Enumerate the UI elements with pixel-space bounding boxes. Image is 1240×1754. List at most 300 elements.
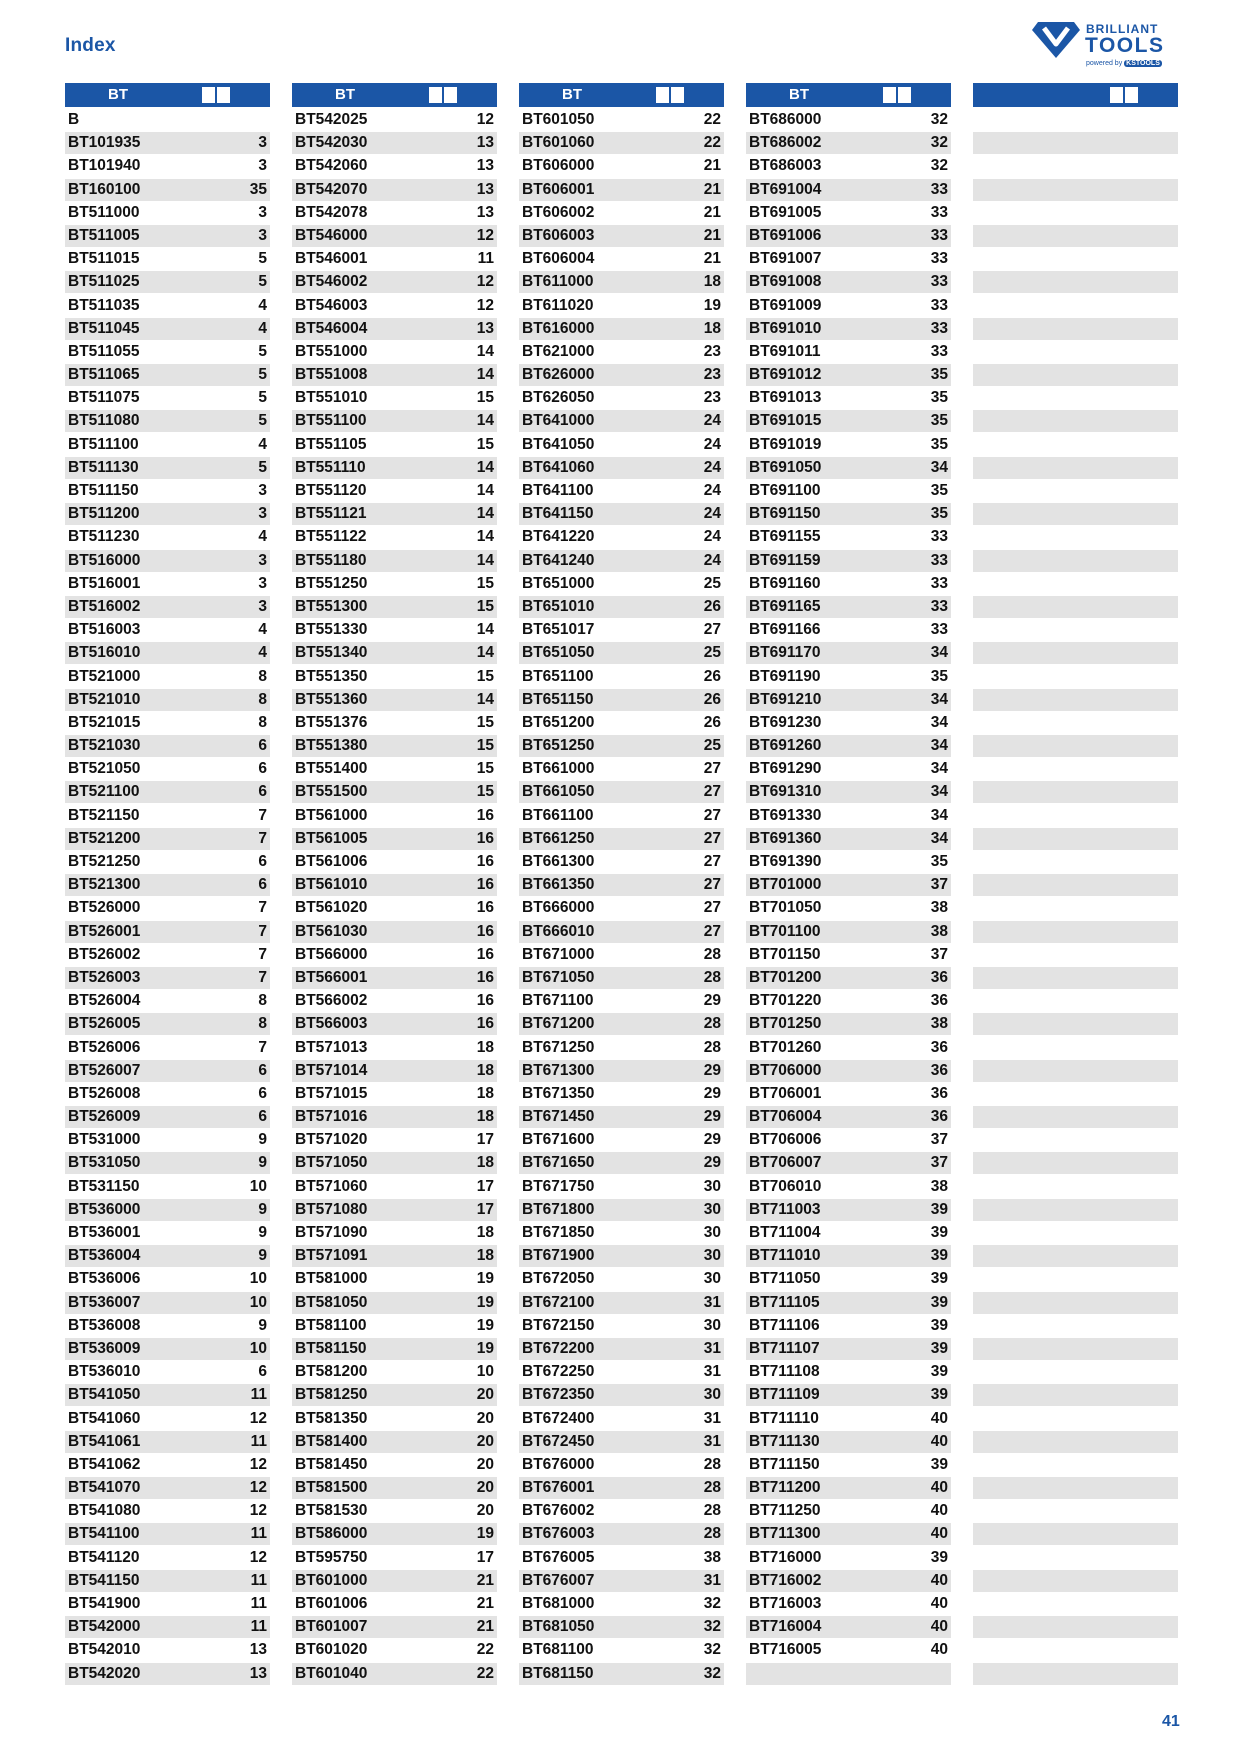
table-row <box>292 457 497 479</box>
table-row <box>292 434 497 456</box>
table-row <box>65 1593 270 1615</box>
page-reference: 31 <box>703 1293 721 1311</box>
article-number: BT541100 <box>68 1525 140 1543</box>
table-row <box>973 132 1178 154</box>
article-number: BT551380 <box>295 737 368 755</box>
table-row <box>65 1477 270 1499</box>
table-row <box>65 295 270 317</box>
table-row <box>746 897 951 919</box>
page-reference: 39 <box>930 1386 948 1404</box>
article-number: BT541070 <box>68 1479 141 1497</box>
table-row <box>973 248 1178 270</box>
page-reference: 16 <box>476 876 494 894</box>
table-row <box>65 1523 270 1545</box>
article-number: BT676007 <box>522 1571 595 1589</box>
table-row <box>292 851 497 873</box>
page-reference: 13 <box>476 180 494 198</box>
page-reference: 12 <box>249 1479 267 1497</box>
table-row <box>519 1060 724 1082</box>
article-number: BT571016 <box>295 1108 368 1126</box>
article-number: BT711004 <box>749 1224 821 1241</box>
table-row <box>65 689 270 711</box>
article-number: BT521200 <box>68 829 141 847</box>
table-row <box>65 1060 270 1082</box>
article-number: BT706007 <box>749 1154 822 1172</box>
column-header-label: BT <box>108 86 128 103</box>
table-row <box>746 805 951 827</box>
table-row <box>292 897 497 919</box>
article-number: BT531050 <box>68 1154 141 1172</box>
page-reference: 18 <box>476 1084 494 1102</box>
table-row <box>973 1338 1178 1360</box>
page-reference: 14 <box>476 458 494 476</box>
page-reference: 12 <box>476 226 494 244</box>
article-number: BT526000 <box>68 899 141 917</box>
page-reference: 31 <box>703 1363 721 1381</box>
article-number: BT541080 <box>68 1502 141 1520</box>
article-number: BT671250 <box>522 1038 595 1056</box>
page-reference: 13 <box>476 157 494 175</box>
table-row <box>65 897 270 919</box>
page-reference: 16 <box>476 899 494 917</box>
article-number: BT511230 <box>68 528 140 546</box>
article-number: BT671650 <box>522 1154 595 1172</box>
page-reference: 6 <box>258 783 267 801</box>
table-row <box>519 1013 724 1035</box>
article-number: BT536009 <box>68 1339 141 1357</box>
table-row <box>973 1663 1178 1685</box>
table-row <box>292 1129 497 1151</box>
page-reference: 8 <box>258 713 267 731</box>
article-number: BT711110 <box>749 1409 819 1427</box>
page-title: Index <box>65 35 116 56</box>
page-reference: 6 <box>258 853 267 870</box>
page-reference: 26 <box>703 690 721 708</box>
table-row <box>519 526 724 548</box>
page-reference: 24 <box>703 458 721 476</box>
article-number: BT606001 <box>522 180 595 198</box>
article-number: BT606003 <box>522 226 595 244</box>
article-number: BT706001 <box>749 1084 822 1102</box>
index-column-1 <box>65 83 270 1686</box>
table-row <box>519 735 724 757</box>
table-row <box>746 1152 951 1174</box>
article-number: BT672250 <box>522 1363 595 1381</box>
table-row <box>746 1268 951 1290</box>
article-number: BT551105 <box>295 435 367 453</box>
article-number: BT691159 <box>749 551 821 569</box>
article-number: BT531000 <box>68 1131 141 1149</box>
article-number: BT641000 <box>522 412 595 430</box>
page-reference: 5 <box>258 342 267 360</box>
table-row <box>519 1384 724 1406</box>
table-row <box>973 1616 1178 1638</box>
table-row <box>973 642 1178 664</box>
page-reference: 27 <box>703 760 721 778</box>
page-reference: 39 <box>930 1270 948 1288</box>
table-row <box>746 1384 951 1406</box>
table-row <box>65 1083 270 1105</box>
table-row <box>292 1037 497 1059</box>
table-row <box>746 1547 951 1569</box>
table-row <box>519 341 724 363</box>
table-row <box>65 225 270 247</box>
page-reference: 14 <box>476 528 494 546</box>
table-row <box>292 1222 497 1244</box>
page-reference: 25 <box>703 737 721 755</box>
table-row <box>65 642 270 664</box>
article-number: BT542078 <box>295 203 368 221</box>
table-row <box>746 1315 951 1337</box>
page-reference: 24 <box>703 551 721 569</box>
article-number: BT511035 <box>68 296 140 314</box>
table-row <box>519 202 724 224</box>
page-reference: 36 <box>930 1084 948 1102</box>
column-header <box>65 83 270 107</box>
table-row <box>746 1500 951 1522</box>
article-number: BT691011 <box>749 342 821 360</box>
table-row <box>292 503 497 525</box>
article-number: BT651150 <box>522 690 594 708</box>
page-reference: 5 <box>258 389 267 407</box>
table-row <box>292 1547 497 1569</box>
page-reference: 24 <box>703 528 721 546</box>
table-row <box>746 1616 951 1638</box>
page-reference: 33 <box>930 203 948 221</box>
page-reference: 19 <box>476 1270 494 1288</box>
page-reference: 40 <box>930 1409 948 1427</box>
table-row <box>519 434 724 456</box>
article-number: BT691166 <box>749 621 821 639</box>
table-row <box>65 781 270 803</box>
article-number: BT626000 <box>522 366 595 384</box>
article-number: BT571014 <box>295 1061 368 1079</box>
article-number: BT651017 <box>522 621 595 639</box>
table-row <box>973 1500 1178 1522</box>
article-number: BT671900 <box>522 1247 595 1265</box>
table-row <box>292 874 497 896</box>
page-reference: 12 <box>249 1455 267 1473</box>
article-number: BT566002 <box>295 992 368 1010</box>
table-row <box>746 364 951 386</box>
article-number: BT536008 <box>68 1316 141 1334</box>
page-reference: 4 <box>258 296 267 314</box>
table-row <box>746 1106 951 1128</box>
table-row <box>746 318 951 340</box>
table-row <box>65 944 270 966</box>
table-row <box>973 1176 1178 1198</box>
page-reference: 24 <box>703 435 721 453</box>
table-row <box>292 202 497 224</box>
article-number: BT711107 <box>749 1339 820 1357</box>
page-reference: 28 <box>703 1502 721 1520</box>
article-number: BT581000 <box>295 1270 368 1288</box>
page-reference: 37 <box>930 1154 948 1172</box>
article-number: BT681150 <box>522 1664 594 1682</box>
table-row <box>292 1083 497 1105</box>
page-reference: 12 <box>249 1548 267 1566</box>
table-row <box>65 666 270 688</box>
page-reference: 31 <box>703 1339 721 1357</box>
table-row <box>65 712 270 734</box>
article-number: BT691019 <box>749 435 822 453</box>
article-number: BT681100 <box>522 1641 594 1659</box>
article-number: BT551250 <box>295 574 368 592</box>
page-reference: 34 <box>930 713 948 731</box>
table-row <box>65 109 270 131</box>
page-reference: 3 <box>258 226 267 244</box>
article-number: BT561010 <box>295 876 368 894</box>
article-number: BT551122 <box>295 528 367 546</box>
page-reference: 21 <box>703 250 721 268</box>
table-row <box>519 573 724 595</box>
article-number: BT551500 <box>295 783 368 801</box>
page-reference: 27 <box>703 783 721 801</box>
page-reference: 16 <box>476 922 494 940</box>
table-row <box>292 781 497 803</box>
article-number: BT716005 <box>749 1641 822 1659</box>
page-reference: 14 <box>476 644 494 662</box>
article-number: BT676002 <box>522 1502 595 1520</box>
article-number: BT681000 <box>522 1595 595 1612</box>
page-reference: 7 <box>258 806 267 824</box>
page-reference: 21 <box>476 1571 494 1589</box>
article-number: BT561020 <box>295 899 368 917</box>
table-row <box>519 666 724 688</box>
table-row <box>973 990 1178 1012</box>
article-number: BT542010 <box>68 1641 141 1659</box>
table-row <box>519 1083 724 1105</box>
page-reference: 18 <box>703 273 721 291</box>
article-number: BT672050 <box>522 1270 595 1288</box>
page-reference: 29 <box>703 1131 721 1149</box>
table-row <box>973 341 1178 363</box>
table-row <box>65 1663 270 1685</box>
table-row <box>973 897 1178 919</box>
table-row <box>746 248 951 270</box>
article-number: BT701200 <box>749 968 822 986</box>
table-row <box>519 1593 724 1615</box>
article-number: BT672400 <box>522 1409 595 1427</box>
article-number: BT671800 <box>522 1200 595 1218</box>
page-reference: 25 <box>703 644 721 662</box>
article-number: BT541120 <box>68 1548 140 1566</box>
page-reference: 7 <box>258 1038 267 1056</box>
page-reference: 16 <box>476 968 494 986</box>
article-number: BT521015 <box>68 713 141 731</box>
page-reference: 21 <box>476 1618 494 1636</box>
article-number: BT601050 <box>522 111 595 128</box>
page-reference: 38 <box>930 922 948 940</box>
table-row <box>292 1361 497 1383</box>
page-reference: 22 <box>703 111 721 128</box>
article-number: BT672350 <box>522 1386 595 1404</box>
table-row <box>65 1268 270 1290</box>
article-number: BT546000 <box>295 226 368 244</box>
table-row <box>65 1547 270 1569</box>
article-number: BT626050 <box>522 389 595 407</box>
table-row <box>292 295 497 317</box>
page-reference: 34 <box>930 644 948 662</box>
table-row <box>519 132 724 154</box>
page-reference: 11 <box>477 250 494 268</box>
article-number: BT571091 <box>295 1247 368 1265</box>
table-row <box>292 1199 497 1221</box>
table-row <box>65 990 270 1012</box>
page-reference: 21 <box>703 203 721 221</box>
article-number: BT526002 <box>68 945 141 963</box>
article-number: BT511065 <box>68 366 140 384</box>
table-row <box>292 642 497 664</box>
table-row <box>519 758 724 780</box>
article-number: BT521050 <box>68 760 141 778</box>
article-number: BT516000 <box>68 551 141 569</box>
page-reference: 29 <box>703 992 721 1010</box>
page-reference: 39 <box>930 1548 948 1566</box>
article-number: BT691360 <box>749 829 822 847</box>
article-number: BT661250 <box>522 829 595 847</box>
table-row <box>292 967 497 989</box>
page-reference: 39 <box>930 1339 948 1357</box>
page-reference: 5 <box>258 366 267 384</box>
page-reference: 12 <box>476 296 494 314</box>
article-number: BT581150 <box>295 1339 367 1357</box>
article-number: BT511075 <box>68 389 140 407</box>
article-number: BT541062 <box>68 1455 141 1473</box>
page-reference: 6 <box>258 1084 267 1102</box>
table-row <box>973 1292 1178 1314</box>
page-reference: 11 <box>250 1595 267 1612</box>
article-number: BT551010 <box>295 389 368 407</box>
article-number: BT571090 <box>295 1224 368 1241</box>
page-reference: 4 <box>258 435 267 453</box>
page-reference: 32 <box>703 1641 721 1659</box>
table-row <box>973 503 1178 525</box>
article-number: BT606000 <box>522 157 595 175</box>
table-row <box>746 921 951 943</box>
table-row <box>519 1523 724 1545</box>
column-header <box>292 83 497 107</box>
page-reference: 15 <box>476 737 494 755</box>
table-row <box>65 1037 270 1059</box>
table-row <box>292 480 497 502</box>
column-flag-icon <box>1110 87 1138 103</box>
page-reference: 33 <box>930 621 948 639</box>
article-number: BT516003 <box>68 621 141 639</box>
table-row <box>973 1454 1178 1476</box>
table-row <box>973 225 1178 247</box>
page-reference: 20 <box>476 1502 494 1520</box>
table-row <box>65 387 270 409</box>
article-number: BT701250 <box>749 1015 822 1033</box>
article-number: BT711010 <box>749 1247 821 1265</box>
page-reference: 30 <box>703 1224 721 1241</box>
table-row <box>65 596 270 618</box>
table-row <box>973 434 1178 456</box>
page-reference: 8 <box>258 1015 267 1033</box>
table-row <box>973 758 1178 780</box>
article-number: BT542000 <box>68 1618 141 1636</box>
page-reference: 15 <box>476 435 494 453</box>
table-row <box>519 480 724 502</box>
article-number: BT676003 <box>522 1525 595 1543</box>
page-reference: 26 <box>703 667 721 685</box>
logo-tools-text: TOOLS <box>1085 34 1165 57</box>
table-row <box>746 1663 951 1685</box>
table-row <box>292 410 497 432</box>
page-reference: 27 <box>703 899 721 917</box>
table-row <box>746 990 951 1012</box>
article-number: BT691230 <box>749 713 822 731</box>
article-number: BT526003 <box>68 968 141 986</box>
article-number: BT566000 <box>295 945 368 963</box>
page-reference: 9 <box>258 1200 267 1218</box>
table-row <box>519 318 724 340</box>
table-row <box>519 1152 724 1174</box>
table-row <box>519 1616 724 1638</box>
page-reference: 40 <box>930 1571 948 1589</box>
page-reference: 21 <box>703 157 721 175</box>
article-number: BT581500 <box>295 1479 368 1497</box>
article-number: BT551300 <box>295 597 368 615</box>
page-reference: 14 <box>476 621 494 639</box>
article-number: BT686000 <box>749 111 822 128</box>
table-row <box>973 1199 1178 1221</box>
table-row <box>65 573 270 595</box>
table-row <box>292 364 497 386</box>
article-number: BT551400 <box>295 760 368 778</box>
page-reference: 30 <box>703 1386 721 1404</box>
article-number: BT716002 <box>749 1571 822 1589</box>
article-number: BT701150 <box>749 945 821 963</box>
article-number: BT521000 <box>68 667 141 685</box>
page-reference: 18 <box>476 1154 494 1172</box>
page-reference: 15 <box>476 667 494 685</box>
page-reference: 18 <box>476 1108 494 1126</box>
page-reference: 6 <box>258 1108 267 1126</box>
table-row <box>519 109 724 131</box>
article-number: BT691210 <box>749 690 822 708</box>
table-row <box>292 712 497 734</box>
page-reference: 14 <box>476 690 494 708</box>
table-row <box>292 1013 497 1035</box>
article-number: BT536001 <box>68 1224 141 1241</box>
article-number: BT641240 <box>522 551 595 569</box>
table-row <box>973 1639 1178 1661</box>
page-reference: 20 <box>476 1455 494 1473</box>
column-flag-icon <box>429 87 457 103</box>
article-number: BT616000 <box>522 319 595 337</box>
page-reference: 32 <box>930 134 948 152</box>
page-reference: 39 <box>930 1247 948 1265</box>
table-row <box>65 619 270 641</box>
index-column-5 <box>973 83 1178 1686</box>
article-number: BT571050 <box>295 1154 368 1172</box>
table-row <box>973 1083 1178 1105</box>
table-row <box>65 1152 270 1174</box>
table-row <box>519 1106 724 1128</box>
table-row <box>65 1454 270 1476</box>
table-row <box>746 828 951 850</box>
article-number: BT526008 <box>68 1084 141 1102</box>
article-number: BT711106 <box>749 1316 820 1334</box>
article-number: BT686002 <box>749 134 822 152</box>
page-reference: 27 <box>703 621 721 639</box>
article-number: BT711105 <box>749 1293 820 1311</box>
table-row <box>746 1060 951 1082</box>
article-number: BT661000 <box>522 760 595 778</box>
page-reference: 7 <box>258 922 267 940</box>
